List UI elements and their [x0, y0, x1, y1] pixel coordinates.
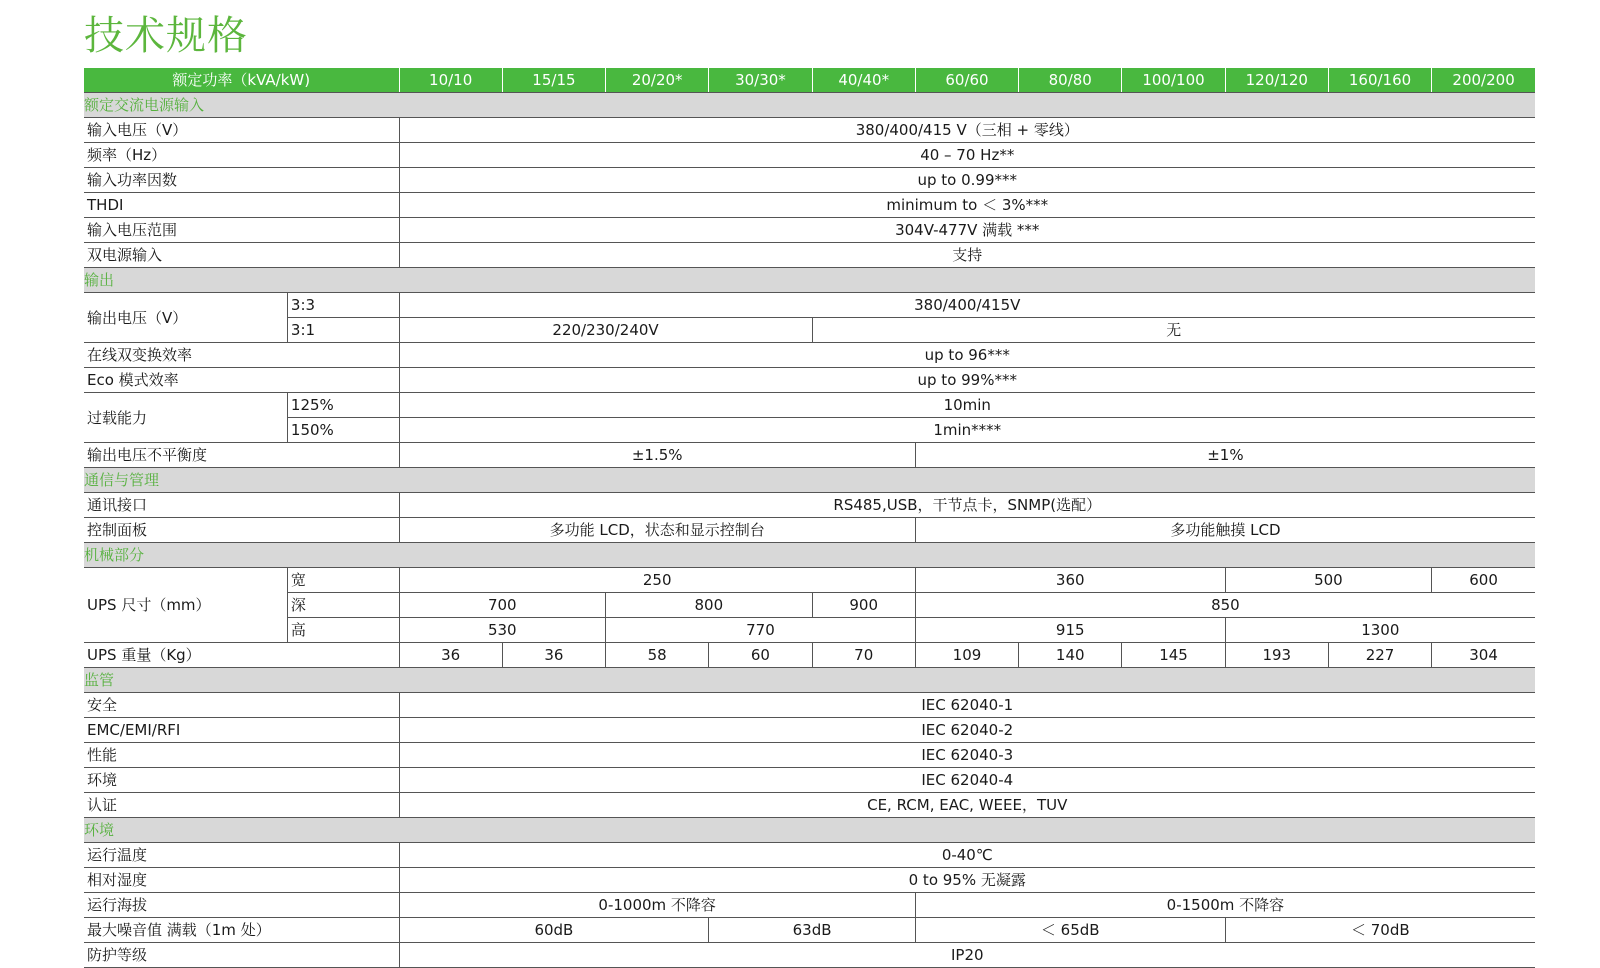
sub-label: 高	[287, 618, 399, 643]
section-comm: 通信与管理	[84, 468, 1535, 493]
model-col: 200/200	[1432, 68, 1535, 93]
row-value: 多功能触摸 LCD	[915, 518, 1535, 543]
row-value: 850	[915, 593, 1535, 618]
row-label: 通讯接口	[84, 493, 399, 518]
row-value: IEC 62040-3	[399, 743, 1535, 768]
section-reg: 监管	[84, 668, 1535, 693]
row-value: 10min	[399, 393, 1535, 418]
row-value: 1min****	[399, 418, 1535, 443]
row-value: up to 96***	[399, 343, 1535, 368]
weight-cell: 193	[1225, 643, 1328, 668]
row-value: 500	[1225, 568, 1432, 593]
row-label: 输出电压不平衡度	[84, 443, 399, 468]
row-label: UPS 尺寸（mm）	[84, 568, 287, 643]
row-label: 输入功率因数	[84, 168, 399, 193]
weight-cell: 109	[915, 643, 1018, 668]
row-value: 380/400/415 V（三相 + 零线）	[399, 118, 1535, 143]
noise-cell: ＜ 70dB	[1225, 918, 1535, 943]
row-value: 900	[812, 593, 915, 618]
noise-cell: 63dB	[709, 918, 916, 943]
row-value: 360	[915, 568, 1225, 593]
model-col: 10/10	[399, 68, 502, 93]
page-title: 技术规格	[84, 13, 248, 59]
row-value: 支持	[399, 243, 1535, 268]
model-col: 160/160	[1328, 68, 1431, 93]
row-label: 认证	[84, 793, 399, 818]
row-value: 800	[606, 593, 813, 618]
row-value: 530	[399, 618, 606, 643]
sub-label: 宽	[287, 568, 399, 593]
row-label: Eco 模式效率	[84, 368, 399, 393]
model-col: 20/20*	[606, 68, 709, 93]
row-value: CE, RCM, EAC, WEEE，TUV	[399, 793, 1535, 818]
row-label: 过载能力	[84, 393, 287, 443]
row-value: 220/230/240V	[399, 318, 812, 343]
header-row	[84, 68, 1535, 93]
row-value: IP20	[399, 943, 1535, 968]
model-col: 120/120	[1225, 68, 1328, 93]
row-label: 双电源输入	[84, 243, 399, 268]
row-value: minimum to ＜ 3%***	[399, 193, 1535, 218]
noise-cell: ＜ 65dB	[915, 918, 1225, 943]
row-label: 输出电压（V）	[84, 293, 287, 343]
sub-label: 深	[287, 593, 399, 618]
row-label: 频率（Hz）	[84, 143, 399, 168]
section-mech: 机械部分	[84, 543, 1535, 568]
model-col: 15/15	[502, 68, 605, 93]
row-value: 0-1000m 不降容	[399, 893, 915, 918]
row-value: 0 to 95% 无凝露	[399, 868, 1535, 893]
row-value: up to 99%***	[399, 368, 1535, 393]
model-col: 40/40*	[812, 68, 915, 93]
row-label: 输入电压范围	[84, 218, 399, 243]
row-value: 304V-477V 满载 ***	[399, 218, 1535, 243]
model-col: 100/100	[1122, 68, 1225, 93]
weight-cell: 145	[1122, 643, 1225, 668]
row-value: 380/400/415V	[399, 293, 1535, 318]
row-label: 控制面板	[84, 518, 399, 543]
section-input: 额定交流电源输入	[84, 93, 1535, 118]
weight-cell: 304	[1432, 643, 1535, 668]
row-value: IEC 62040-1	[399, 693, 1535, 718]
row-value: 0-40℃	[399, 843, 1535, 868]
row-value: 250	[399, 568, 915, 593]
weight-cell: 227	[1328, 643, 1431, 668]
row-value: 1300	[1225, 618, 1535, 643]
row-value: IEC 62040-4	[399, 768, 1535, 793]
model-col: 80/80	[1019, 68, 1122, 93]
row-value: 无	[812, 318, 1535, 343]
row-value: 0-1500m 不降容	[915, 893, 1535, 918]
sub-label: 150%	[287, 418, 399, 443]
row-value: up to 0.99***	[399, 168, 1535, 193]
row-value: 多功能 LCD，状态和显示控制台	[399, 518, 915, 543]
row-value: 700	[399, 593, 606, 618]
weight-cell: 60	[709, 643, 812, 668]
row-label: 防护等级	[84, 943, 399, 968]
row-value: 40 – 70 Hz**	[399, 143, 1535, 168]
row-label: 相对湿度	[84, 868, 399, 893]
row-value: 600	[1432, 568, 1535, 593]
row-value: 915	[915, 618, 1225, 643]
model-col: 60/60	[915, 68, 1018, 93]
row-value: IEC 62040-2	[399, 718, 1535, 743]
row-label: 性能	[84, 743, 399, 768]
row-label: 环境	[84, 768, 399, 793]
row-label: 输入电压（V）	[84, 118, 399, 143]
header-label: 额定功率（kVA/kW)	[84, 68, 399, 93]
row-label: 安全	[84, 693, 399, 718]
sub-label: 3:3	[287, 293, 399, 318]
row-label: THDI	[84, 193, 399, 218]
row-label: 在线双变换效率	[84, 343, 399, 368]
spec-table	[84, 68, 1535, 968]
row-value: 770	[606, 618, 916, 643]
weight-cell: 70	[812, 643, 915, 668]
weight-cell: 140	[1019, 643, 1122, 668]
model-col: 30/30*	[709, 68, 812, 93]
weight-cell: 58	[606, 643, 709, 668]
weight-cell: 36	[399, 643, 502, 668]
sub-label: 3:1	[287, 318, 399, 343]
section-env: 环境	[84, 818, 1535, 843]
row-value: ±1.5%	[399, 443, 915, 468]
row-label: UPS 重量（Kg）	[84, 643, 399, 668]
section-output: 输出	[84, 268, 1535, 293]
row-label: 运行温度	[84, 843, 399, 868]
sub-label: 125%	[287, 393, 399, 418]
row-label: EMC/EMI/RFI	[84, 718, 399, 743]
weight-cell: 36	[502, 643, 605, 668]
row-value: RS485,USB，干节点卡，SNMP(选配）	[399, 493, 1535, 518]
row-value: ±1%	[915, 443, 1535, 468]
row-label: 最大噪音值 满载（1m 处）	[84, 918, 399, 943]
row-label: 运行海拔	[84, 893, 399, 918]
noise-cell: 60dB	[399, 918, 709, 943]
